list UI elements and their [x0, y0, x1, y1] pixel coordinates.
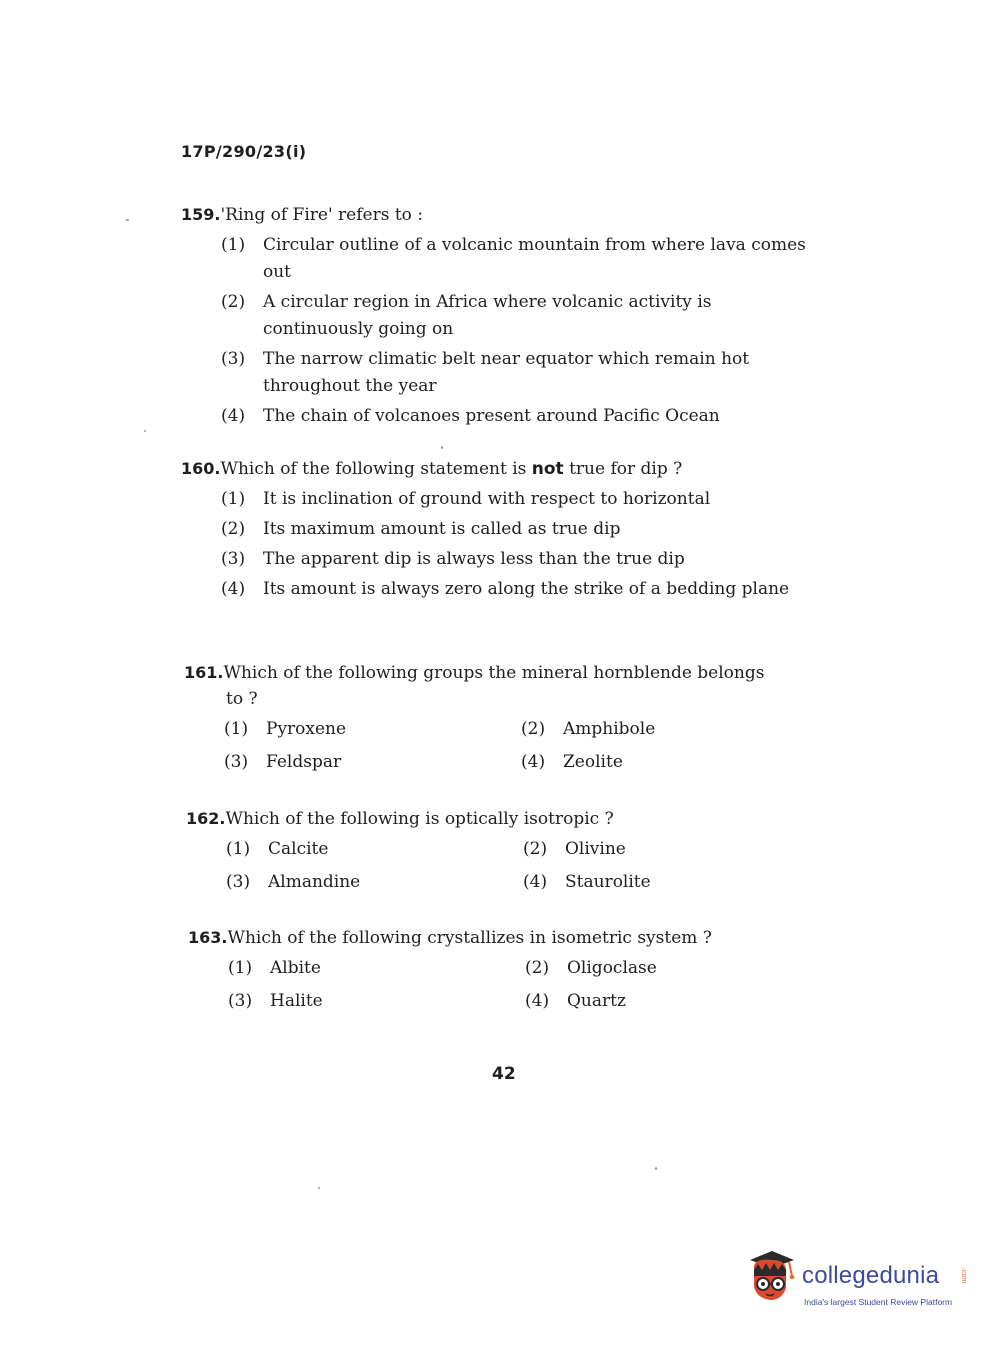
scan-speck — [655, 1167, 657, 1170]
question-number: 163. — [188, 928, 228, 947]
option-number: (2) — [221, 292, 246, 312]
option-number: (2) — [521, 719, 546, 739]
option-text: The narrow climatic belt near equator which remain hot throughout the year — [263, 349, 750, 396]
question-number: 159. — [181, 205, 221, 224]
option-number: (4) — [523, 872, 548, 892]
option-number: (4) — [221, 406, 246, 426]
option-text: The chain of volcanoes present around Pacific Ocean — [263, 406, 720, 426]
option-number: (3) — [224, 752, 249, 772]
option-number: (1) — [221, 235, 246, 255]
option-text: Amphibole — [563, 719, 656, 739]
option-item — [525, 988, 785, 1015]
student-mascot-icon — [742, 1248, 798, 1310]
option-number: (4) — [221, 579, 246, 599]
option-item — [521, 749, 781, 776]
emphasis-not: not — [531, 459, 564, 479]
option-number: (2) — [523, 839, 548, 859]
option-text: Albite — [270, 958, 321, 978]
option-number: (3) — [228, 991, 253, 1011]
question-160 — [181, 456, 821, 606]
question-162 — [186, 806, 826, 896]
question-number: 160. — [181, 459, 221, 478]
option-text: Circular outline of a volcanic mountain from where lava comes out — [263, 235, 806, 282]
option-item — [221, 516, 821, 543]
page-number: 42 — [492, 1064, 516, 1084]
question-number: 161. — [184, 663, 224, 682]
option-text: Oligoclase — [567, 958, 657, 978]
option-item — [221, 289, 821, 343]
option-number: (3) — [221, 549, 246, 569]
option-number: (1) — [224, 719, 249, 739]
option-number: (1) — [228, 958, 253, 978]
option-item — [221, 576, 821, 603]
option-item — [224, 749, 521, 776]
option-text: Feldspar — [266, 752, 342, 772]
option-text: The apparent dip is always less than the true dip — [263, 549, 685, 569]
option-number: (3) — [221, 349, 246, 369]
option-item — [226, 869, 523, 896]
question-163 — [188, 925, 828, 1015]
option-item — [521, 716, 781, 743]
option-item — [226, 836, 523, 863]
option-text: Its amount is always zero along the strike of a bedding plane — [263, 579, 790, 599]
option-text: Pyroxene — [266, 719, 347, 739]
question-text-continued: to ? — [226, 689, 258, 709]
option-number: (2) — [525, 958, 550, 978]
scan-speck — [441, 446, 443, 449]
scan-speck — [126, 219, 129, 221]
option-text: Its maximum amount is called as true dip — [263, 519, 621, 539]
option-number: (1) — [226, 839, 251, 859]
option-item — [523, 836, 783, 863]
brand-name: collegedunia — [802, 1262, 940, 1289]
option-text: Halite — [270, 991, 323, 1011]
option-grid — [184, 716, 824, 776]
question-text: Which of the following statement is — [220, 459, 532, 479]
option-item — [228, 988, 525, 1015]
option-number: (2) — [221, 519, 246, 539]
question-stem — [181, 456, 821, 482]
paper-code: 17P/290/23(i) — [181, 142, 307, 161]
option-text: It is inclination of ground with respect to horizontal — [263, 489, 711, 509]
scan-speck — [318, 1187, 320, 1189]
option-grid — [186, 836, 826, 896]
option-item — [228, 955, 525, 982]
question-text: 'Ring of Fire' refers to : — [220, 205, 424, 225]
question-161 — [184, 660, 824, 776]
question-text: Which of the following is optically isotropic ? — [225, 809, 614, 829]
option-text: Zeolite — [563, 752, 623, 772]
option-item — [221, 403, 821, 430]
question-text: Which of the following groups the mineral hornblende belongs — [223, 663, 765, 683]
option-item — [523, 869, 783, 896]
question-number: 162. — [186, 809, 226, 828]
option-text: Staurolite — [565, 872, 651, 892]
brand-tagline: India's largest Student Review Platform — [804, 1297, 953, 1307]
option-item — [221, 346, 821, 400]
collegedunia-watermark — [742, 1248, 972, 1318]
option-number: (4) — [521, 752, 546, 772]
question-stem — [181, 202, 821, 228]
option-list — [181, 232, 821, 430]
scan-speck — [144, 430, 146, 432]
option-number: (1) — [221, 489, 246, 509]
option-text: Almandine — [268, 872, 361, 892]
question-159 — [181, 202, 821, 433]
question-stem — [184, 660, 824, 712]
question-text: Which of the following crystallizes in isometric system ? — [227, 928, 712, 948]
question-text-end: true for dip ? — [563, 459, 683, 479]
option-item — [221, 486, 821, 513]
brand-suffix: .com — [960, 1268, 967, 1284]
option-text: Olivine — [565, 839, 626, 859]
option-item — [221, 546, 821, 573]
option-grid — [188, 955, 828, 1015]
option-text: A circular region in Africa where volcanic activity is continuously going on — [263, 292, 712, 339]
option-item — [525, 955, 785, 982]
option-number: (4) — [525, 991, 550, 1011]
option-item — [224, 716, 521, 743]
option-text: Calcite — [268, 839, 329, 859]
option-text: Quartz — [567, 991, 626, 1011]
question-stem — [186, 806, 826, 832]
option-number: (3) — [226, 872, 251, 892]
option-item — [221, 232, 821, 286]
option-list — [181, 486, 821, 603]
question-stem — [188, 925, 828, 951]
